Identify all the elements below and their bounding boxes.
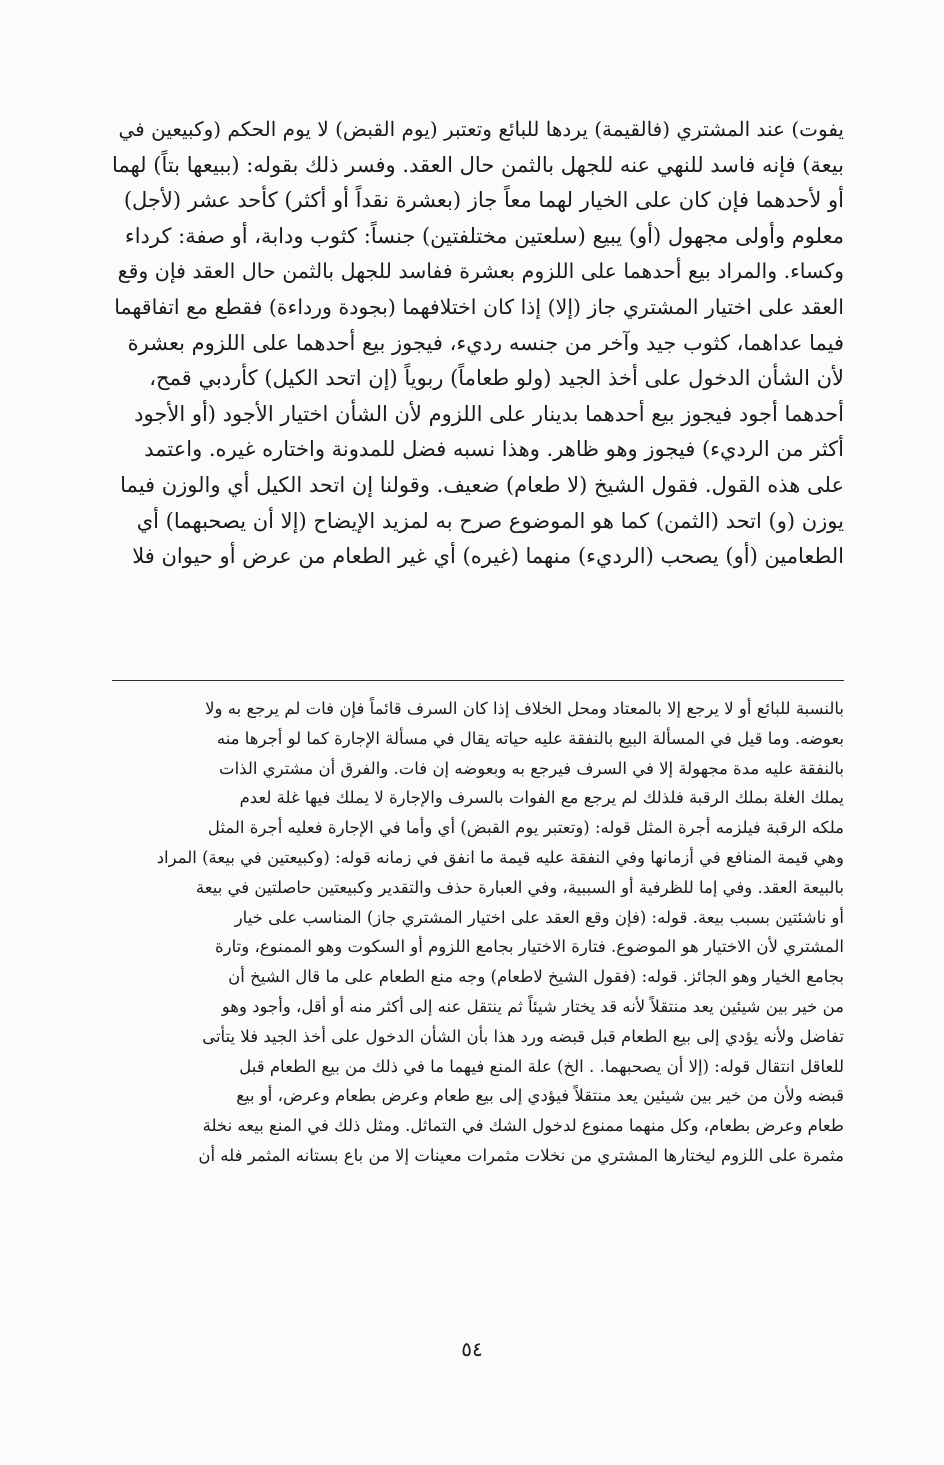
main-text-line: على هذه القول. فقول الشيخ (لا طعام) ضعيف. وقولنا إن اتحد الكيل أي والوزن فيما xyxy=(120,472,844,497)
page-number: ٥٤ xyxy=(461,1337,483,1361)
main-text-line: يوزن (و) اتحد (الثمن) كما هو الموضوع صرح به لمزيد الإيضاح (إلا أن يصحبهما) أي xyxy=(136,508,844,533)
footnote-line: قبضه ولأن من خير بين شيئين يعد منتقلاً فيؤدي إلى بيع طعام وعرض بطعام وعرض، أو بيع xyxy=(236,1086,844,1106)
footnote-line: تفاضل ولأنه يؤدي إلى بيع الطعام قبل قبضه ورد هذا بأن الشأن الدخول على أخذ الجيد فلا يتأتى xyxy=(202,1026,844,1046)
main-text-line: العقد على اختيار المشتري جاز (إلا) إذا كان اختلافهما (بجودة ورداءة) فقطع مع اتفاقهما xyxy=(114,294,844,319)
footnote-line: طعام وعرض بطعام، وكل منهما ممنوع لدخول الشك في التماثل. ومثل ذلك في المنع بيعه نخلة xyxy=(202,1116,844,1136)
main-text-line: فيما عداهما، كثوب جيد وآخر من جنسه رديء، فيجوز بيع أحدهما على اللزوم بعشرة xyxy=(127,330,844,355)
footnote-line: المشتري لأن الاختيار هو الموضوع. فتارة الاختيار بجامع اللزوم أو السكوت وهو الممنوع، وتارة xyxy=(215,937,844,957)
main-text-line: أكثر من الرديء) فيجوز وهو ظاهر. وهذا نسبه فضل للمدونة واختاره غيره. واعتمد xyxy=(144,437,844,462)
main-text-line: بيعة) فإنه فاسد للنهي عنه للجهل بالثمن حال العقد. وفسر ذلك بقوله: (ببيعها بتاً) لهما xyxy=(112,152,844,177)
main-text xyxy=(112,112,844,575)
main-text-line: وكساء. والمراد بيع أحدهما على اللزوم بعشرة ففاسد للجهل بالثمن حال العقد فإن وقع xyxy=(117,259,844,284)
main-text-line: لأن الشأن الدخول على أخذ الجيد (ولو طعاماً) ربوياً (إن اتحد الكيل) كأردبي قمح، xyxy=(149,366,844,391)
footnote-line: بالبيعة العقد. وفي إما للظرفية أو السببية، وفي العبارة حذف والتقدير وكبيعتين حاصلتين في بيعة xyxy=(195,877,844,897)
main-text-line: يفوت) عند المشتري (فالقيمة) يردها للبائع وتعتبر (يوم القبض) لا يوم الحكم (وكبيعين في xyxy=(118,117,844,141)
footnote-line: بعوضه. وما قيل في المسألة البيع بالنفقة عليه حياته يقال في مسألة الإجارة كما لو أجرها منه xyxy=(216,728,844,748)
main-text-line: الطعامين (أو) يصحب (الرديء) منهما (غيره) أي غير الطعام من عرض أو حيوان فلا xyxy=(132,544,844,569)
footnote-line: ملكه الرقبة فيلزمه أجرة المثل قوله: (وتعتبر يوم القبض) أي وأما في الإجارة فعليه أجرة المثل xyxy=(207,818,844,838)
footnote-line: من خير بين شيئين يعد منتقلاً لأنه قد يختار شيئاً ثم ينتقل عنه إلى أكثر منه أو أقل، وأجود وهو xyxy=(221,996,844,1016)
footnote-line: بالنفقة عليه مدة مجهولة إلا في السرف فيرجع به وبعوضه إن فات. والفرق أن مشتري الذات xyxy=(219,758,844,778)
footnote-line: بجامع الخيار وهو الجائز. قوله: (فقول الشيخ لاطعام) وجه منع الطعام على ما قال الشيخ أن xyxy=(228,967,844,987)
footnote-line: يملك الغلة بملك الرقبة فلذلك لم يرجع مع الفوات بالسرف والإجارة لا يملك فيها غلة لعدم xyxy=(239,788,844,808)
footnote-line: أو ناشئتين بسبب بيعة. قوله: (فإن وقع العقد على اختيار المشتري جاز) المناسب على خيار xyxy=(234,907,844,927)
footnote-line: مثمرة على اللزوم ليختارها المشتري من نخلات مثمرات معينات إلا من باع بستانه المثمر فله أن xyxy=(198,1145,844,1165)
main-text-line: أو لأحدهما فإن كان على الخيار لهما معاً جاز (بعشرة نقداً أو أكثر) كأحد عشر (لأجل) xyxy=(123,188,844,213)
footnote-divider xyxy=(112,680,844,681)
main-text-line: أحدهما أجود فيجوز بيع أحدهما بدينار على اللزوم لأن الشأن اختيار الأجود (أو الأجود xyxy=(134,401,844,426)
footnote-line: للعاقل انتقال قوله: (إلا أن يصحبهما. . الخ) علة المنع فيهما ما في ذلك من بيع الطعام قبل xyxy=(239,1056,844,1076)
footnote-text xyxy=(112,694,844,1171)
footnote-line: وهي قيمة المنافع في أزمانها وفي النفقة عليه قيمة ما انفق في زمانه قوله: (وكبيعتين في بيعة) المراد xyxy=(156,847,844,867)
footnote-line: بالنسبة للبائع أو لا يرجع إلا بالمعتاد ومحل الخلاف إذا كان السرف قائماً فإن فات لم يرجع به ولا xyxy=(205,699,844,718)
main-text-line: معلوم وأولى مجهول (أو) يبيع (سلعتين مختلفتين) جنساً: كثوب ودابة، أو صفة: كرداء xyxy=(124,223,844,248)
